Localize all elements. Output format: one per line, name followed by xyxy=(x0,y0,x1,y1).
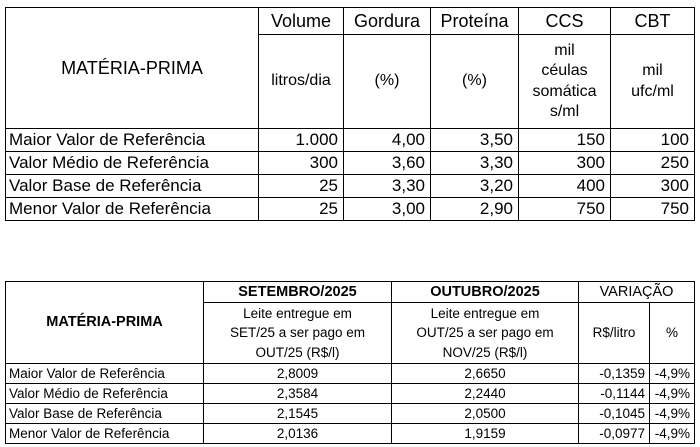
row-label: Menor Valor de Referência xyxy=(6,424,204,444)
cell-proteina: 3,20 xyxy=(431,175,519,198)
cell-volume: 300 xyxy=(259,152,344,175)
row-label: Maior Valor de Referência xyxy=(6,129,259,152)
cell-september: 2,1545 xyxy=(204,404,392,424)
cell-october: 1,9159 xyxy=(392,424,579,444)
cell-ccs: 150 xyxy=(519,129,611,152)
column-header-volume: Volume xyxy=(259,8,344,35)
cell-volume: 25 xyxy=(259,175,344,198)
cell-variation-currency: -0,1144 xyxy=(579,384,650,404)
desc-line: SET/25 a ser pago em xyxy=(229,325,366,341)
cell-variation-percent: -4,9% xyxy=(650,404,695,424)
cell-cbt: 300 xyxy=(611,175,695,198)
desc-line: OUT/25 (R$/l) xyxy=(255,344,340,360)
unit-line: (%) xyxy=(462,72,487,90)
cell-october: 2,6650 xyxy=(392,364,579,384)
cell-variation-currency: -0,1359 xyxy=(579,364,650,384)
row-label: Maior Valor de Referência xyxy=(6,364,204,384)
table-row xyxy=(6,404,695,424)
table1-corner-label: MATÉRIA-PRIMA xyxy=(6,8,259,129)
row-label: Valor Base de Referência xyxy=(6,404,204,424)
cell-october: 2,2440 xyxy=(392,384,579,404)
table-row xyxy=(6,384,695,404)
cell-cbt: 250 xyxy=(611,152,695,175)
column-unit-proteina xyxy=(431,35,519,129)
column-header-proteina: Proteína xyxy=(431,8,519,35)
unit-line: s/ml xyxy=(549,102,580,120)
column-subheader-variation-percent: % xyxy=(650,303,695,364)
desc-line: Leite entregue em xyxy=(430,306,540,322)
table-row xyxy=(6,198,695,221)
column-subheader-september xyxy=(204,303,392,364)
desc-line: NOV/25 (R$/l) xyxy=(442,344,528,360)
row-label: Valor Médio de Referência xyxy=(6,152,259,175)
cell-cbt: 100 xyxy=(611,129,695,152)
cell-september: 2,3584 xyxy=(204,384,392,404)
table2-header-row-months xyxy=(6,282,695,303)
column-unit-volume xyxy=(259,35,344,129)
column-header-september: SETEMBRO/2025 xyxy=(204,282,392,303)
table1-header-row-names xyxy=(6,8,695,35)
price-comparison-table xyxy=(5,281,694,444)
table-row xyxy=(6,152,695,175)
column-unit-ccs xyxy=(519,35,611,129)
unit-line: ufc/ml xyxy=(631,82,674,100)
cell-september: 2,8009 xyxy=(204,364,392,384)
column-header-ccs: CCS xyxy=(519,8,611,35)
cell-gordura: 3,00 xyxy=(344,198,431,221)
unit-line: (%) xyxy=(374,72,400,90)
row-label: Valor Médio de Referência xyxy=(6,384,204,404)
cell-gordura: 4,00 xyxy=(344,129,431,152)
column-subheader-october xyxy=(392,303,579,364)
cell-proteina: 3,30 xyxy=(431,152,519,175)
unit-line: mil xyxy=(642,62,663,80)
price-comparison-grid xyxy=(5,281,695,444)
cell-variation-percent: -4,9% xyxy=(650,424,695,444)
column-unit-gordura xyxy=(344,35,431,129)
column-header-gordura: Gordura xyxy=(344,8,431,35)
table-row xyxy=(6,129,695,152)
column-unit-cbt xyxy=(611,35,695,129)
unit-line: somática xyxy=(532,82,597,100)
raw-material-reference-table xyxy=(5,7,694,221)
table-row xyxy=(6,175,695,198)
cell-proteina: 3,50 xyxy=(431,129,519,152)
cell-gordura: 3,60 xyxy=(344,152,431,175)
reference-values-grid xyxy=(5,7,695,221)
cell-october: 2,0500 xyxy=(392,404,579,424)
cell-ccs: 300 xyxy=(519,152,611,175)
cell-proteina: 2,90 xyxy=(431,198,519,221)
table-row xyxy=(6,424,695,444)
column-header-variation: VARIAÇÃO xyxy=(579,282,695,303)
table2-corner-label: MATÉRIA-PRIMA xyxy=(6,282,204,364)
column-subheader-variation-currency: R$/litro xyxy=(579,303,650,364)
cell-cbt: 750 xyxy=(611,198,695,221)
column-header-cbt: CBT xyxy=(611,8,695,35)
row-label: Valor Base de Referência xyxy=(6,175,259,198)
cell-volume: 25 xyxy=(259,198,344,221)
cell-ccs: 750 xyxy=(519,198,611,221)
unit-line: céulas xyxy=(541,62,588,80)
cell-variation-percent: -4,9% xyxy=(650,364,695,384)
column-header-october: OUTUBRO/2025 xyxy=(392,282,579,303)
cell-september: 2,0136 xyxy=(204,424,392,444)
desc-line: Leite entregue em xyxy=(243,306,352,322)
unit-line: mil xyxy=(554,41,575,59)
cell-variation-currency: -0,1045 xyxy=(579,404,650,424)
cell-volume: 1.000 xyxy=(259,129,344,152)
row-label: Menor Valor de Referência xyxy=(6,198,259,221)
table-row xyxy=(6,364,695,384)
desc-line: OUT/25 a ser pago em xyxy=(416,325,554,341)
cell-ccs: 400 xyxy=(519,175,611,198)
unit-line: litros/dia xyxy=(271,72,331,90)
cell-gordura: 3,30 xyxy=(344,175,431,198)
cell-variation-percent: -4,9% xyxy=(650,384,695,404)
cell-variation-currency: -0,0977 xyxy=(579,424,650,444)
